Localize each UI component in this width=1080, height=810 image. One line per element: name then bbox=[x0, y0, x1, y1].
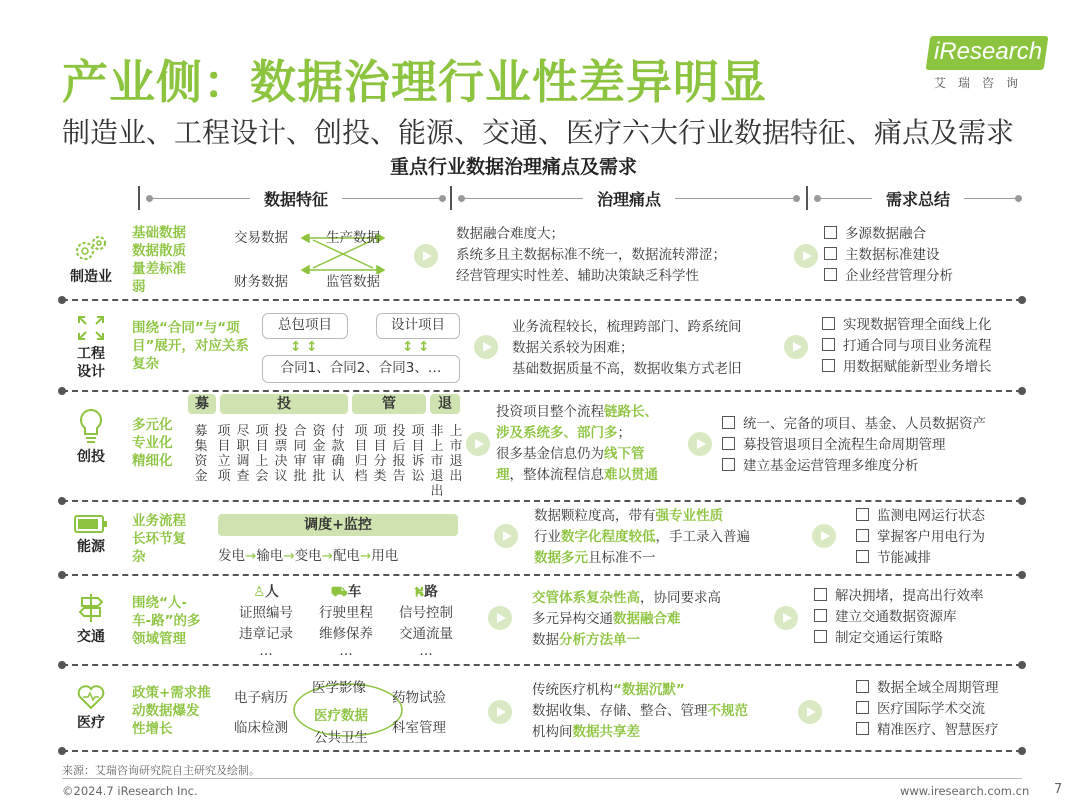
summary-traffic: 围绕“人-车-路”的多领域管理 bbox=[132, 595, 201, 647]
step-column: 项目分类 bbox=[373, 424, 387, 484]
arrow-icon bbox=[414, 244, 438, 268]
row-manufacturing bbox=[62, 216, 1022, 298]
need-item: 数据全域全周期管理 bbox=[856, 678, 999, 699]
step-column: 上市退出 bbox=[449, 424, 463, 484]
pain-text: ； bbox=[617, 425, 631, 441]
page-subtitle: 制造业、工程设计、创投、能源、交通、医疗六大行业数据特征、痛点及需求 bbox=[62, 116, 1015, 149]
summary-energy: 业务流程长环节复杂 bbox=[132, 513, 186, 565]
row-divider bbox=[62, 390, 1022, 392]
arrow-icon bbox=[774, 606, 798, 630]
need-item: 用数据赋能新型业务增长 bbox=[822, 357, 992, 378]
column-header-features bbox=[146, 184, 446, 212]
column-header-label: 治理痛点 bbox=[597, 189, 662, 209]
arrow-icon bbox=[488, 606, 512, 630]
step-column: 项目立项 bbox=[217, 424, 231, 484]
row-traffic bbox=[62, 578, 1022, 662]
group-head-label: 人 bbox=[265, 584, 279, 600]
need-item: 统一、完备的项目、基金、人员数据资产 bbox=[722, 414, 986, 435]
need-item: 实现数据管理全面线上化 bbox=[822, 315, 992, 336]
pain-highlight: “数据沉默” bbox=[613, 682, 685, 698]
pain-text: 数据颗粒度高，带有 bbox=[534, 508, 656, 524]
pain-text: 且标准不一 bbox=[588, 550, 656, 566]
row-engineering bbox=[62, 303, 1022, 389]
expand-icon bbox=[77, 315, 105, 341]
box-general-project: 总包项目 bbox=[262, 313, 348, 339]
feature-item: 财务数据 bbox=[234, 274, 288, 290]
pain-energy bbox=[534, 506, 750, 569]
row-divider bbox=[62, 500, 1022, 502]
pain-highlight: 交管体系复杂性高 bbox=[532, 590, 640, 606]
pain-highlight: 数据共享差 bbox=[572, 724, 640, 740]
pain-line bbox=[534, 506, 750, 527]
group-head bbox=[394, 582, 458, 603]
page-number: 7 bbox=[1054, 782, 1063, 797]
needs-medical bbox=[856, 678, 999, 741]
need-item: 医疗国际学术交流 bbox=[856, 699, 999, 720]
road-icon: ⛕ bbox=[414, 584, 425, 600]
group-item: 行驶里程 bbox=[319, 605, 373, 621]
pain-traffic bbox=[532, 588, 721, 651]
phase-exit: 退 bbox=[430, 394, 460, 414]
pain-highlight: 数据多元 bbox=[534, 550, 588, 566]
industry-label: 能源 bbox=[77, 539, 105, 555]
flow-step: 变电 bbox=[294, 548, 322, 564]
pain-line bbox=[496, 465, 658, 486]
step-column: 非上市退出 bbox=[430, 424, 444, 499]
pain-line bbox=[532, 680, 748, 701]
row-divider bbox=[62, 664, 1022, 666]
industry-traffic bbox=[62, 592, 120, 646]
logo-subtitle: 艾瑞咨询 bbox=[934, 76, 1031, 90]
flow-arrow-icon: → bbox=[283, 548, 295, 564]
pain-text: ，协同要求高 bbox=[640, 590, 721, 606]
battery-icon bbox=[74, 514, 108, 534]
iresearch-logo bbox=[928, 36, 1050, 92]
pain-text: 投资项目整个流程 bbox=[496, 404, 604, 420]
group-item: 维修保养 bbox=[319, 626, 373, 642]
flow-step: 用电 bbox=[371, 548, 399, 564]
pain-text: 很多基金信息仍为 bbox=[496, 446, 604, 462]
pain-line: 系统多且主数据标准不统一，数据流转滞涩； bbox=[456, 247, 726, 263]
need-item: 多源数据融合 bbox=[824, 224, 953, 245]
flow-arrow-icon: → bbox=[321, 548, 333, 564]
medical-item: 药物试验 bbox=[392, 690, 446, 706]
group-item: 信号控制 bbox=[399, 605, 453, 621]
website-link[interactable]: www.iresearch.com.cn bbox=[900, 784, 1030, 798]
pain-line: 数据关系较为困难； bbox=[512, 340, 634, 356]
feature-item: 监管数据 bbox=[326, 274, 380, 290]
pain-line bbox=[534, 548, 750, 569]
column-header-needs bbox=[814, 184, 1022, 212]
flow-step: 配电 bbox=[332, 548, 360, 564]
step-column: 项目归档 bbox=[354, 424, 368, 484]
need-item: 制定交通运行策略 bbox=[814, 628, 984, 649]
pain-highlight: 数字化程度较低 bbox=[561, 529, 656, 545]
step-column: 项目上会 bbox=[255, 424, 269, 484]
column-header-pain bbox=[458, 184, 800, 212]
person-icon: ♙ bbox=[253, 584, 266, 600]
medical-item: 科室管理 bbox=[392, 720, 446, 736]
industry-vc bbox=[62, 408, 120, 466]
group-head-label: 车 bbox=[347, 584, 362, 600]
industry-energy bbox=[62, 514, 120, 556]
pain-line bbox=[532, 588, 721, 609]
medical-item: 电子病历 bbox=[234, 690, 288, 706]
column-header-label: 数据特征 bbox=[264, 189, 329, 209]
heart-icon bbox=[77, 684, 105, 710]
industry-label: 制造业 bbox=[70, 269, 112, 285]
medical-item: 临床检测 bbox=[234, 720, 288, 736]
medical-center-label: 医疗数据 bbox=[314, 708, 368, 724]
step-column: 项目诉讼 bbox=[411, 424, 425, 484]
link-arrows: ↕ ↕ bbox=[402, 339, 430, 355]
group-item: … bbox=[339, 643, 353, 659]
step-column: 尽职调查 bbox=[236, 424, 250, 484]
step-column: 募集资金 bbox=[194, 424, 208, 484]
pain-text: 行业 bbox=[534, 529, 561, 545]
pain-text: ，整体流程信息 bbox=[509, 467, 604, 483]
need-item: 监测电网运行状态 bbox=[856, 506, 985, 527]
pain-highlight: 不规范 bbox=[707, 703, 748, 719]
arrow-icon bbox=[494, 524, 518, 548]
header-rule bbox=[458, 198, 583, 199]
pain-line bbox=[532, 609, 721, 630]
pain-line: 业务流程较长，梳理跨部门、跨系统间 bbox=[512, 319, 742, 335]
pain-line: 经营管理实时性差、辅助决策缺乏科学性 bbox=[456, 268, 699, 284]
column-separator bbox=[806, 186, 808, 210]
pain-highlight: 涉及系统多、部门多 bbox=[496, 425, 618, 441]
step-column: 合同审批 bbox=[293, 424, 307, 484]
column-separator bbox=[450, 186, 452, 210]
arrow-icon bbox=[688, 432, 712, 456]
pain-highlight: 理 bbox=[496, 467, 510, 483]
traffic-group-road bbox=[394, 582, 458, 657]
summary-vc: 多元化专业化精细化 bbox=[132, 417, 173, 469]
arrow-icon bbox=[798, 700, 822, 724]
arrow-icon bbox=[794, 244, 818, 268]
feature-item: 交易数据 bbox=[234, 230, 288, 246]
feature-item: 生产数据 bbox=[326, 230, 380, 246]
power-flow bbox=[218, 544, 398, 564]
arrow-icon bbox=[466, 432, 490, 456]
pain-highlight: 数据融合难 bbox=[613, 611, 681, 627]
arrow-icon bbox=[812, 524, 836, 548]
group-head-label: 路 bbox=[424, 584, 438, 600]
pain-line bbox=[532, 701, 748, 722]
logo-brand: iResearch bbox=[934, 38, 1043, 65]
row-medical bbox=[62, 668, 1022, 748]
pain-highlight: 强专业性质 bbox=[655, 508, 723, 524]
need-item: 主数据标准建设 bbox=[824, 245, 953, 266]
summary-manufacturing: 基础数据数据散质量差标准弱 bbox=[132, 225, 186, 295]
box-design-project: 设计项目 bbox=[376, 313, 460, 339]
step-column: 投票决议 bbox=[274, 424, 288, 484]
pain-line bbox=[532, 722, 748, 743]
need-item: 打通合同与项目业务流程 bbox=[822, 336, 992, 357]
header-rule bbox=[675, 198, 800, 199]
pain-text: ，手工录入普遍 bbox=[655, 529, 750, 545]
page-title: 产业侧：数据治理行业性差异明显 bbox=[62, 55, 767, 109]
pain-medical bbox=[532, 680, 748, 743]
pain-highlight: 线下管 bbox=[604, 446, 645, 462]
pain-line bbox=[534, 527, 750, 548]
pain-line: 数据融合难度大； bbox=[456, 226, 564, 242]
industry-label: 交通 bbox=[77, 629, 105, 645]
pain-highlight: 链路长、 bbox=[604, 404, 658, 420]
pain-line bbox=[496, 444, 658, 465]
need-item: 节能减排 bbox=[856, 548, 985, 569]
row-divider bbox=[62, 750, 1022, 752]
link-arrows: ↕ ↕ bbox=[290, 339, 318, 355]
arrow-icon bbox=[488, 700, 512, 724]
lightbulb-icon bbox=[78, 408, 104, 444]
group-head bbox=[314, 582, 378, 603]
pain-text: 数据收集、存储、整合、管理 bbox=[532, 703, 708, 719]
column-header-label: 需求总结 bbox=[886, 189, 951, 209]
pain-highlight: 难以贯通 bbox=[604, 467, 658, 483]
group-item: 交通流量 bbox=[399, 626, 453, 642]
pain-text: 数据 bbox=[532, 632, 559, 648]
medical-item: 医学影像 bbox=[312, 680, 366, 696]
industry-label: 医疗 bbox=[77, 715, 105, 731]
needs-manufacturing bbox=[824, 224, 953, 287]
table-title: 重点行业数据治理痛点及需求 bbox=[390, 156, 638, 178]
medical-item: 公共卫生 bbox=[314, 730, 368, 746]
box-contracts: 合同1、合同2、合同3、… bbox=[262, 355, 460, 383]
summary-engineering: 围绕“合同”与“项目”展开，对应关系复杂 bbox=[132, 320, 249, 372]
need-item: 解决拥堵，提高出行效率 bbox=[814, 586, 984, 607]
phase-invest: 投 bbox=[220, 394, 348, 414]
source-note: 来源：艾瑞咨询研究院自主研究及绘制。 bbox=[62, 764, 260, 777]
industry-engineering bbox=[62, 315, 120, 381]
need-item: 建立基金运营管理多维度分析 bbox=[722, 456, 986, 477]
pain-line bbox=[496, 423, 658, 444]
pain-text: 机构间 bbox=[532, 724, 573, 740]
need-item: 募投管退项目全流程生命周期管理 bbox=[722, 435, 986, 456]
industry-medical bbox=[62, 684, 120, 732]
group-item: 证照编号 bbox=[239, 605, 293, 621]
flow-arrow-icon: → bbox=[245, 548, 257, 564]
group-item: … bbox=[259, 643, 273, 659]
group-item: … bbox=[419, 643, 433, 659]
traffic-group-vehicle bbox=[314, 582, 378, 657]
pain-manufacturing bbox=[456, 224, 726, 287]
pain-text: 多元异构交通 bbox=[532, 611, 613, 627]
group-head bbox=[234, 582, 298, 603]
need-item: 精准医疗、智慧医疗 bbox=[856, 720, 999, 741]
traffic-group-person bbox=[234, 582, 298, 657]
flow-step: 输电 bbox=[256, 548, 284, 564]
arrow-icon bbox=[474, 335, 498, 359]
header-rule bbox=[814, 198, 872, 199]
row-divider bbox=[62, 299, 1022, 301]
needs-engineering bbox=[822, 315, 992, 378]
pain-line: 基础数据质量不高，数据收集方式老旧 bbox=[512, 361, 742, 377]
pain-line bbox=[496, 402, 658, 423]
car-icon: ⛟ bbox=[330, 584, 348, 600]
need-item: 建立交通数据资源库 bbox=[814, 607, 984, 628]
industry-manufacturing bbox=[62, 234, 120, 286]
footer-rule bbox=[62, 778, 1022, 779]
pain-text: 传统医疗机构 bbox=[532, 682, 613, 698]
header-rule bbox=[342, 198, 446, 199]
gears-icon bbox=[71, 234, 111, 264]
flow-arrow-icon: → bbox=[359, 548, 372, 564]
dispatch-monitor-bar: 调度+监控 bbox=[218, 514, 458, 536]
copyright: ©2024.7 iResearch Inc. bbox=[62, 784, 198, 798]
step-column: 资金审批 bbox=[312, 424, 326, 484]
row-energy bbox=[62, 504, 1022, 572]
row-divider bbox=[62, 574, 1022, 576]
column-separator bbox=[138, 186, 140, 210]
step-column: 投后报告 bbox=[392, 424, 406, 484]
needs-traffic bbox=[814, 586, 984, 649]
industry-label: 创投 bbox=[77, 449, 105, 465]
industry-label: 工程设计 bbox=[77, 346, 105, 380]
summary-medical: 政策+需求推动数据爆发性增长 bbox=[132, 685, 211, 737]
header-rule bbox=[964, 198, 1022, 199]
needs-vc bbox=[722, 414, 986, 477]
row-vc bbox=[62, 394, 1022, 498]
arrow-icon bbox=[784, 335, 808, 359]
flow-step: 发电 bbox=[218, 548, 245, 564]
need-item: 掌握客户用电行为 bbox=[856, 527, 985, 548]
need-item: 企业经营管理分析 bbox=[824, 266, 953, 287]
phase-manage: 管 bbox=[352, 394, 426, 414]
step-column: 付款确认 bbox=[331, 424, 345, 484]
signpost-icon bbox=[78, 592, 104, 624]
phase-raise: 募 bbox=[188, 394, 216, 414]
pain-highlight: 分析方法单一 bbox=[559, 632, 640, 648]
pain-engineering bbox=[512, 317, 742, 380]
group-item: 违章记录 bbox=[239, 626, 293, 642]
pain-vc bbox=[496, 402, 658, 486]
header-rule bbox=[146, 198, 250, 199]
needs-energy bbox=[856, 506, 985, 569]
pain-line bbox=[532, 630, 721, 651]
